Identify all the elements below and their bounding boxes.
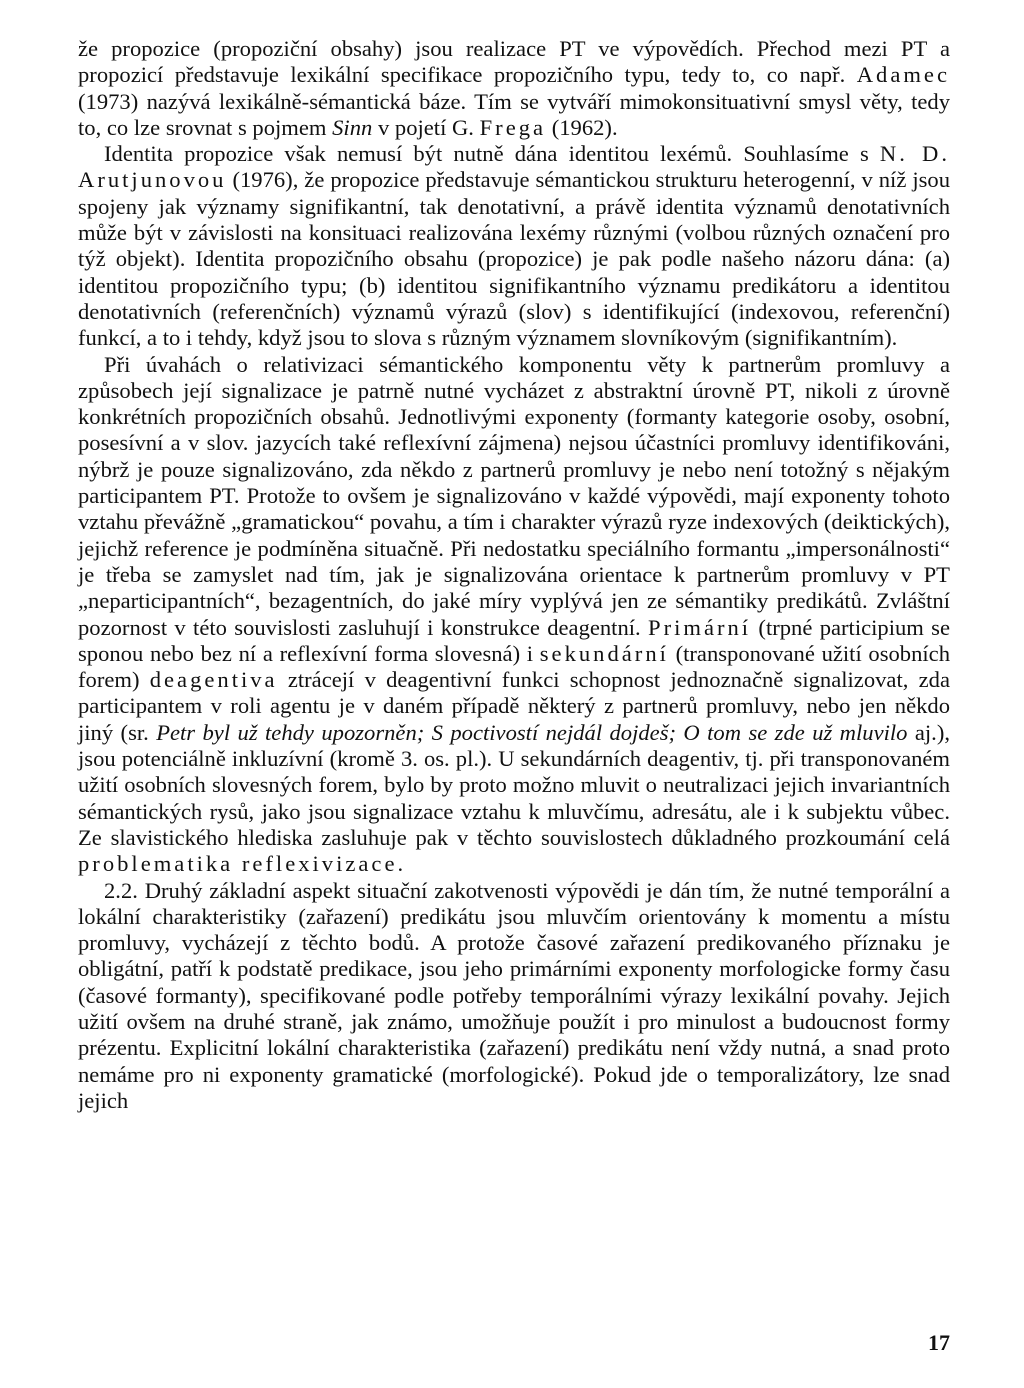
text-run: že propozice (propoziční obsahy) jsou realizace PT ve výpovědích. Přechod mezi PT a propozicí představuje lexikální specifikace propozičního typu, tedy to, co např. xyxy=(78,36,950,88)
text-run: (1976), že propozice představuje sémantickou strukturu heterogenní, v níž jsou spojeny jak významy signifikantní, tak denotativní, a právě identita významů denotativních může být v závislosti na konsituaci realizována lexémy různými (volbou různých označení pro týž objekt). Identita propozičního obsahu (propozice) je pak podle našeho názoru dána: (a) identitou propozičního typu; (b) identitou signifikantního významu predikátoru a identitou denotativních (referenčních) významů výrazů (slov) s identifikující (indexovou, referenční) funkcí, a to i tehdy, když jsou to slova s různým významem slovníkovým (signifikantním). xyxy=(78,167,950,351)
spaced-emphasis: deagentiva xyxy=(149,667,278,693)
text-run: (trpné participium se sponou nebo bez ní a reflexívní forma slovesná) i xyxy=(78,614,950,666)
text-run: aj.), jsou potenciálně inkluzívní (kromě 3. os. pl.). U sekundárních deagentiv, tj. při transponovaném užití osobních slovesných forem, bylo by proto možno mluvit o neutralizaci jejich invariantních sémantických rysů, jako jsou signalizace vztahu k mluvčímu, adresátu, ale i k subjektu vůbec. Ze slavistického hlediska zasluhuje pak v těchto souvislostech důkladného prozkoumání celá xyxy=(78,719,951,850)
paragraph xyxy=(78,36,950,141)
paragraph xyxy=(78,141,950,351)
spaced-emphasis: Primární xyxy=(648,614,752,640)
italic-text: Petr byl už tehdy upozorněn; S poctivostí nejdál dojdeš; O tom se zde už mluvilo xyxy=(156,719,908,745)
text-run: (transponované užití osobních forem) xyxy=(78,640,951,693)
spaced-emphasis: problematika reflexivizace xyxy=(78,851,398,877)
paragraph xyxy=(78,352,950,878)
spaced-emphasis: Frega xyxy=(479,114,547,140)
text-run: ztrácejí v deagentivní funkci schopnost jednoznačně signalizovat, zda participantem v roli agentu je v daném případě některý z partnerů promluvy, nebo jen někdo jiný (sr. xyxy=(78,667,950,745)
page-body xyxy=(78,36,950,1114)
text-run: . xyxy=(397,851,404,877)
text-run: Identita propozice však nemusí být nutně dána identitou lexémů. Souhlasíme s xyxy=(104,141,880,167)
page-number: 17 xyxy=(928,1330,950,1355)
text-run: Při úvahách o relativizaci sémantického komponentu věty k partnerům promluvy a způsobech její signalizace je patrně nutné vycházet z abstraktní úrovně PT, nikoli z úrovně konkrétních propozičních obsahů. Jednotlivými exponenty (formanty kategorie osoby, osobní, posesívní a v slov. jazycích také reflexívní zájmena) nejsou účastníci promluvy identifikováni, nýbrž je pouze signalizováno, zda někdo z partnerů promluvy je nebo není totožný s nějakým participantem PT. Protože to ovšem je signalizováno v každé výpovědi, mají exponenty tohoto vztahu převážně „gramatickou“ povahu, a tím i charakter výrazů ryze indexových (deiktických), jejichž reference je podmíněna situačně. Při nedostatku speciálního formantu „impersonálnosti“ je třeba se zamyslet nad tím, jak je signalizována orientace k partnerům promluvy v PT „neparticipantních“, bezagentních, do jaké míry vyplývá jen ze sémantiky predikátů. Zvláštní pozornost v této souvislosti zasluhují i konstrukce deagentní. xyxy=(78,351,950,640)
spaced-emphasis: Adamec xyxy=(856,62,950,88)
text-run: (1973) nazývá lexikálně-sémantická báze. Tím se vytváří mimokonsituativní smysl věty, tedy to, co lze srovnat s pojmem xyxy=(78,88,950,140)
text-run: (1962). xyxy=(546,114,618,140)
paragraph xyxy=(78,878,950,1115)
italic-text: Sinn xyxy=(332,114,373,140)
spaced-emphasis: N. D. Arutjunovou xyxy=(78,141,950,193)
text-run: 2.2. Druhý základní aspekt situační zakotvenosti výpovědi je dán tím, že nutné temporální a lokální charakteristiky (zařazení) predikátu jsou mluvčím orientovány k momentu a místu promluvy, vycházejí z těchto bodů. A protože časové zařazení predikovaného příznaku je obligátní, patří k podstatě predikace, jsou jeho primárními exponenty morfologicke formy času (časové formanty), specifikované podle potřeby temporálními výrazy lexikální povahy. Jejich užití ovšem na druhé straně, jak známo, umožňuje použít i pro minulost a budoucnost formy prézentu. Explicitní lokální charakteristika (zařazení) predikátu není vždy nutná, a snad proto nemáme pro ni exponenty gramatické (morfologické). Pokud jde o temporalizátory, lze snad jejich xyxy=(78,877,950,1113)
spaced-emphasis: sekundární xyxy=(539,640,669,666)
text-run: v pojetí G. xyxy=(372,114,480,140)
